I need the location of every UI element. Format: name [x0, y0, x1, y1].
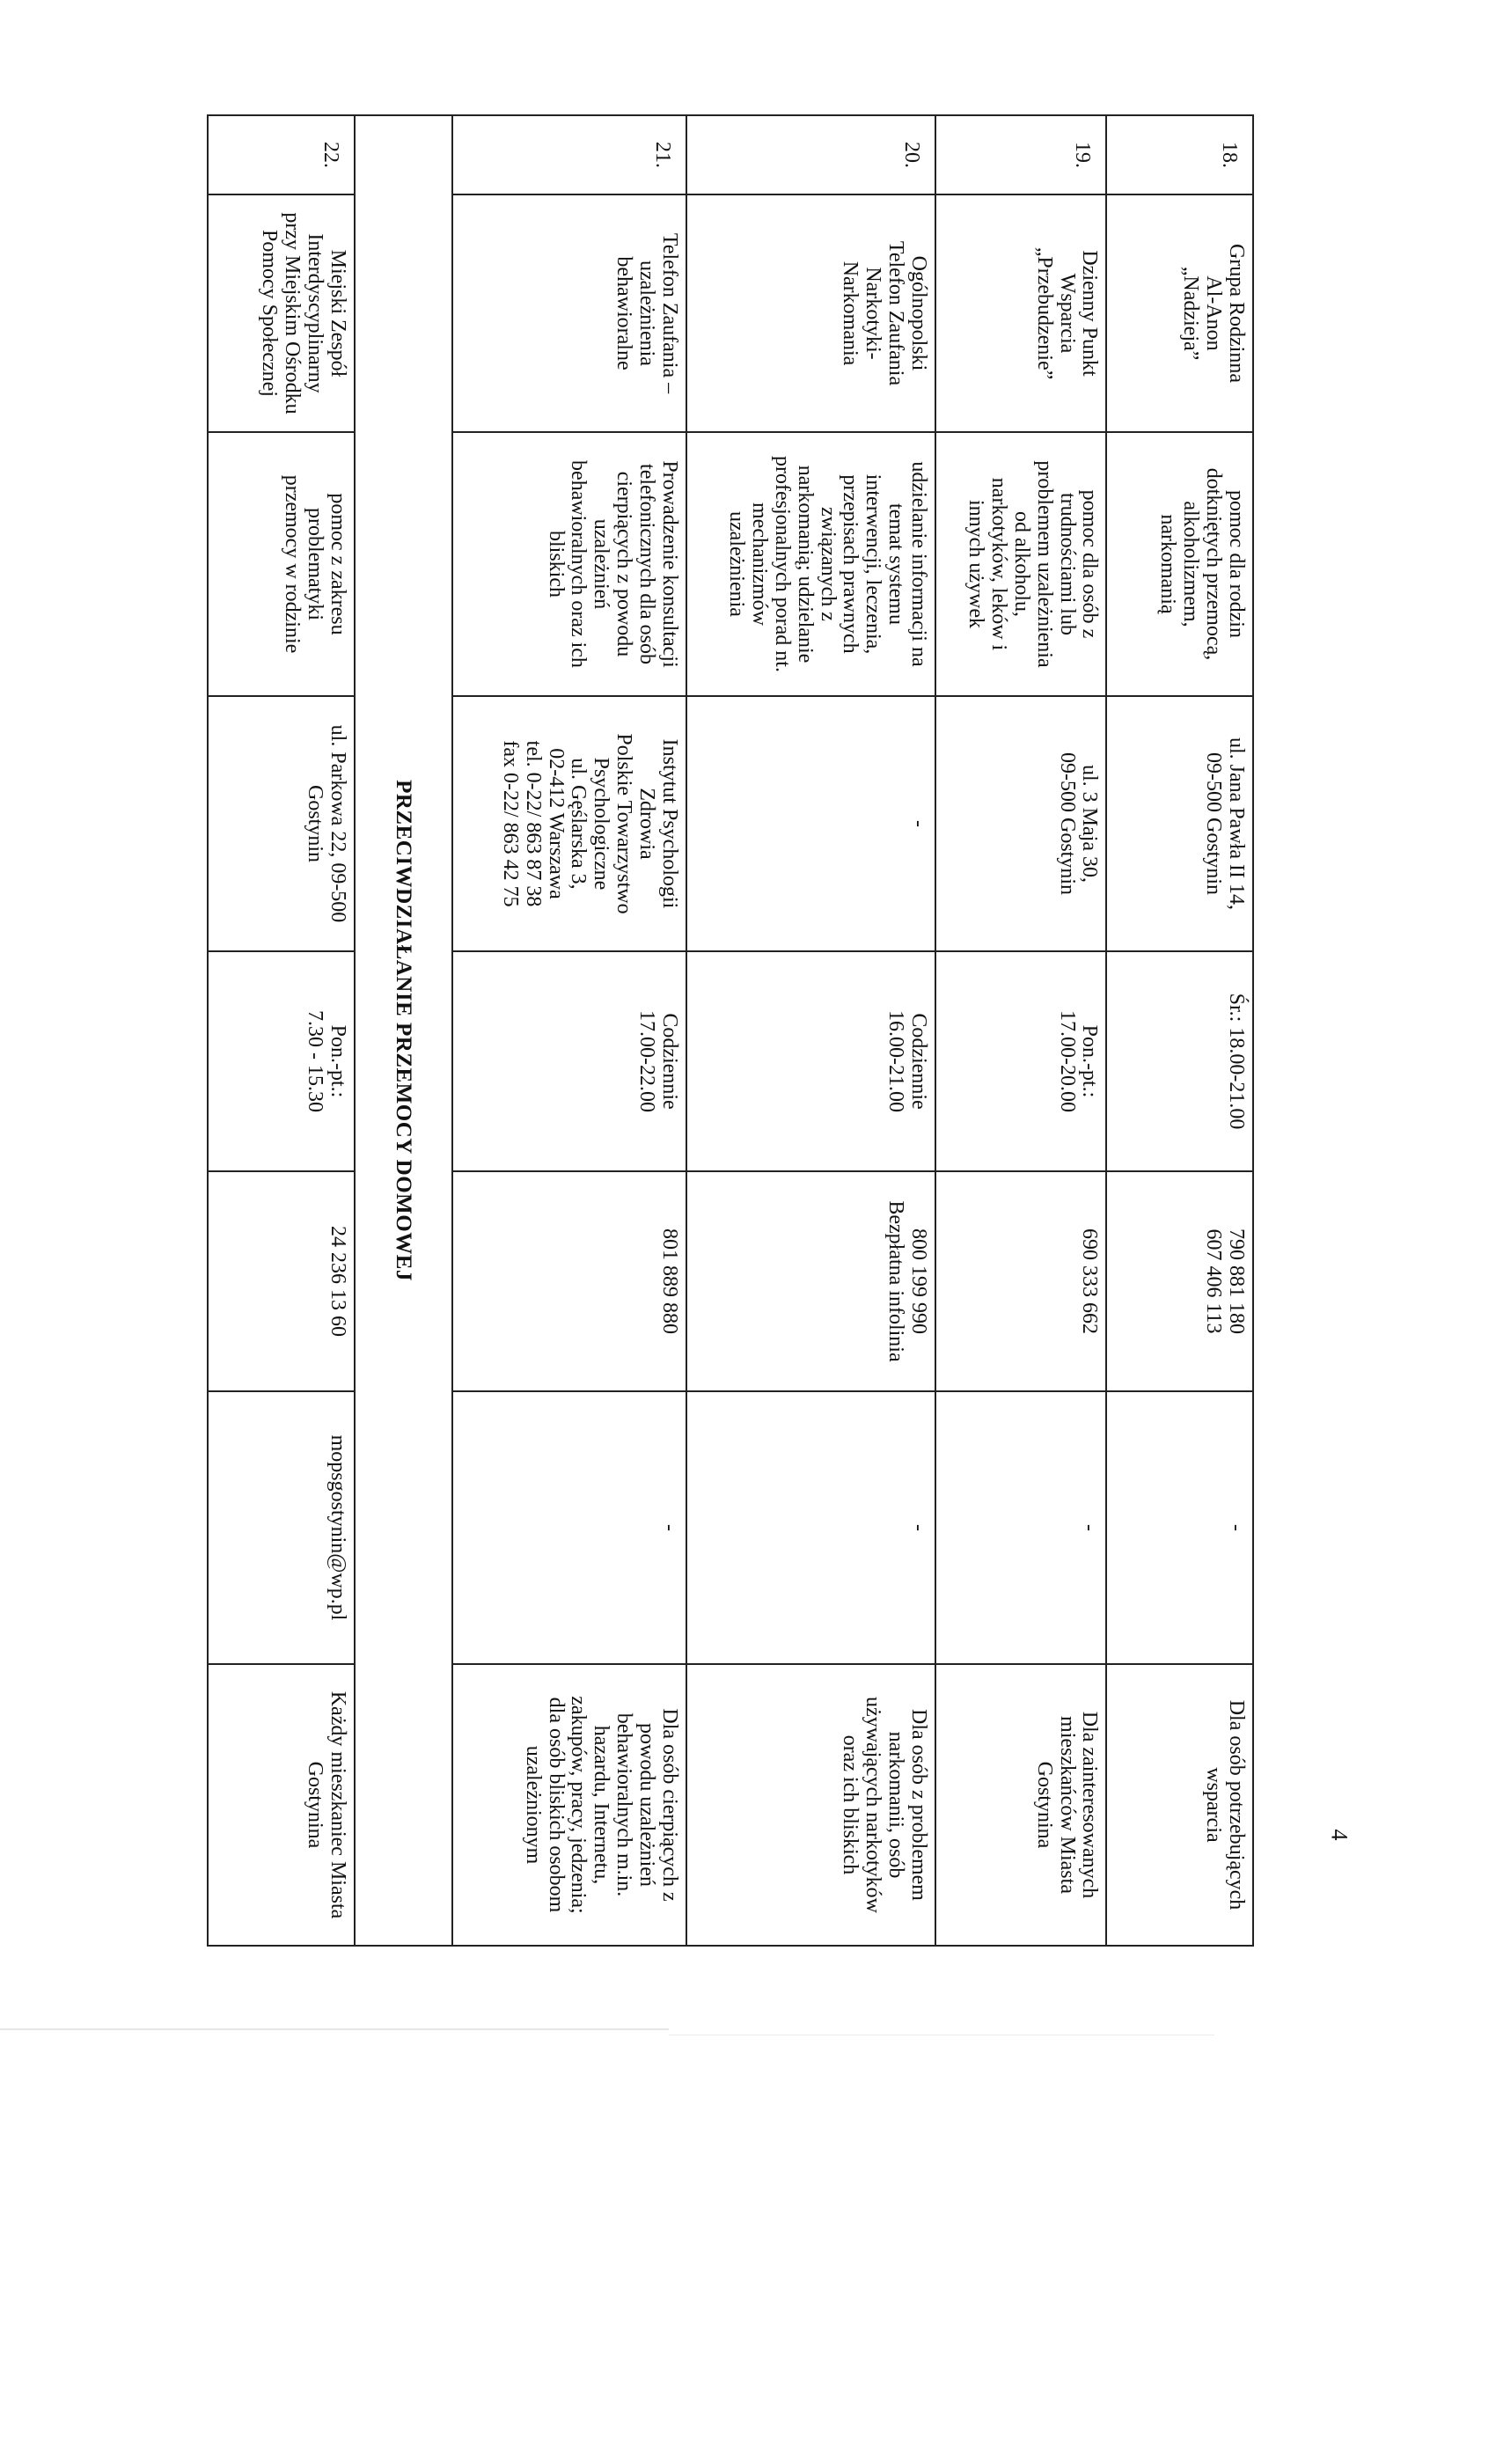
rotated-table-container	[207, 114, 1254, 1945]
section-header-row	[355, 115, 452, 1946]
target-group: Każdy mieszkaniec Miasta Gostynina	[208, 1664, 355, 1946]
row-number: 20.	[686, 115, 935, 194]
phone-number: 24 236 13 60	[208, 1171, 355, 1391]
help-scope: pomoc z zakresu problematyki przemocy w rodzinie	[208, 432, 355, 696]
row-number: 21.	[452, 115, 686, 194]
table-row	[935, 115, 1106, 1946]
email: -	[452, 1391, 686, 1664]
institution-name: Dzienny Punkt Wsparcia „Przebudzenie”	[935, 194, 1106, 432]
row-number: 22.	[208, 115, 355, 194]
email: -	[686, 1391, 935, 1664]
rotated-table-wrapper	[207, 114, 1254, 1945]
email: mopsgostynin@wp.pl	[208, 1391, 355, 1664]
institution-name: Telefon Zaufania – uzależnienia behawioralne	[452, 194, 686, 432]
address: ul. Parkowa 22, 09-500 Gostynin	[208, 696, 355, 951]
opening-hours: Codziennie 16.00-21.00	[686, 951, 935, 1171]
email: -	[1106, 1391, 1253, 1664]
target-group: Dla osób z problemem narkomanii, osób używających narkotyków oraz ich bliskich	[686, 1664, 935, 1946]
help-scope: pomoc dla osób z trudnościami lub problemem uzależnienia od alkoholu, narkotyków, leków i innych używek	[935, 432, 1106, 696]
phone-number: 790 881 180 607 406 113	[1106, 1171, 1253, 1391]
opening-hours: Codziennie 17.00-22.00	[452, 951, 686, 1171]
target-group: Dla osób potrzebujących wsparcia	[1106, 1664, 1253, 1946]
row-number: 19.	[935, 115, 1106, 194]
address: -	[686, 696, 935, 951]
address: Instytut Psychologii Zdrowia Polskie Towarzystwo Psychologiczne ul. Gęślarska 3, 02-412 Warszawa tel. 0-22/ 863 87 38 fax 0-22/ 863 42 75	[452, 696, 686, 951]
opening-hours: Pon.-pt.: 7.30 - 15.30	[208, 951, 355, 1171]
address: ul. 3 Maja 30, 09-500 Gostynin	[935, 696, 1106, 951]
help-scope: udzielanie informacji na temat systemu interwencji, leczenia, przepisach prawnych związanych z narkomanią; udzielanie profesjonalnych porad nt. mechanizmów uzależnienia	[686, 432, 935, 696]
opening-hours: Śr.: 18.00-21.00	[1106, 951, 1253, 1171]
table-row	[452, 115, 686, 1946]
phone-number: 800 199 990 Bezpłatna infolinia	[686, 1171, 935, 1391]
email: -	[935, 1391, 1106, 1664]
institution-name: Ogólnopolski Telefon Zaufania Narkotyki- Narkomania	[686, 194, 935, 432]
table-row	[1106, 115, 1253, 1946]
institution-name: Miejski Zespół Interdyscyplinarny przy Miejskim Ośrodku Pomocy Społecznej	[208, 194, 355, 432]
table-row	[208, 115, 355, 1946]
table-row	[686, 115, 935, 1946]
phone-number: 801 889 880	[452, 1171, 686, 1391]
scan-artifact-line	[0, 2028, 669, 2030]
institutions-table	[207, 114, 1254, 1947]
page-number: 4	[1326, 1829, 1353, 1841]
row-number: 18.	[1106, 115, 1253, 194]
help-scope: Prowadzenie konsultacji telefonicznych dla osób cierpiących z powodu uzależnień behawioralnych oraz ich bliskich	[452, 432, 686, 696]
phone-number: 690 333 662	[935, 1171, 1106, 1391]
help-scope: pomoc dla rodzin dotkniętych przemocą, alkoholizmem, narkomanią	[1106, 432, 1253, 696]
target-group: Dla osób cierpiących z powodu uzależnień behawioralnych m.in. hazardu, Internetu, zakupów, pracy, jedzenia; dla osób bliskich osobom uzależnionym	[452, 1664, 686, 1946]
target-group: Dla zainteresowanych mieszkańców Miasta Gostynina	[935, 1664, 1106, 1946]
address: ul. Jana Pawła II 14, 09-500 Gostynin	[1106, 696, 1253, 951]
institution-name: Grupa Rodzinna Al-Anon „Nadzieja”	[1106, 194, 1253, 432]
opening-hours: Pon.-pt.: 17.00-20.00	[935, 951, 1106, 1171]
section-title: PRZECIWDZIAŁANIE PRZEMOCY DOMOWEJ	[355, 115, 452, 1946]
